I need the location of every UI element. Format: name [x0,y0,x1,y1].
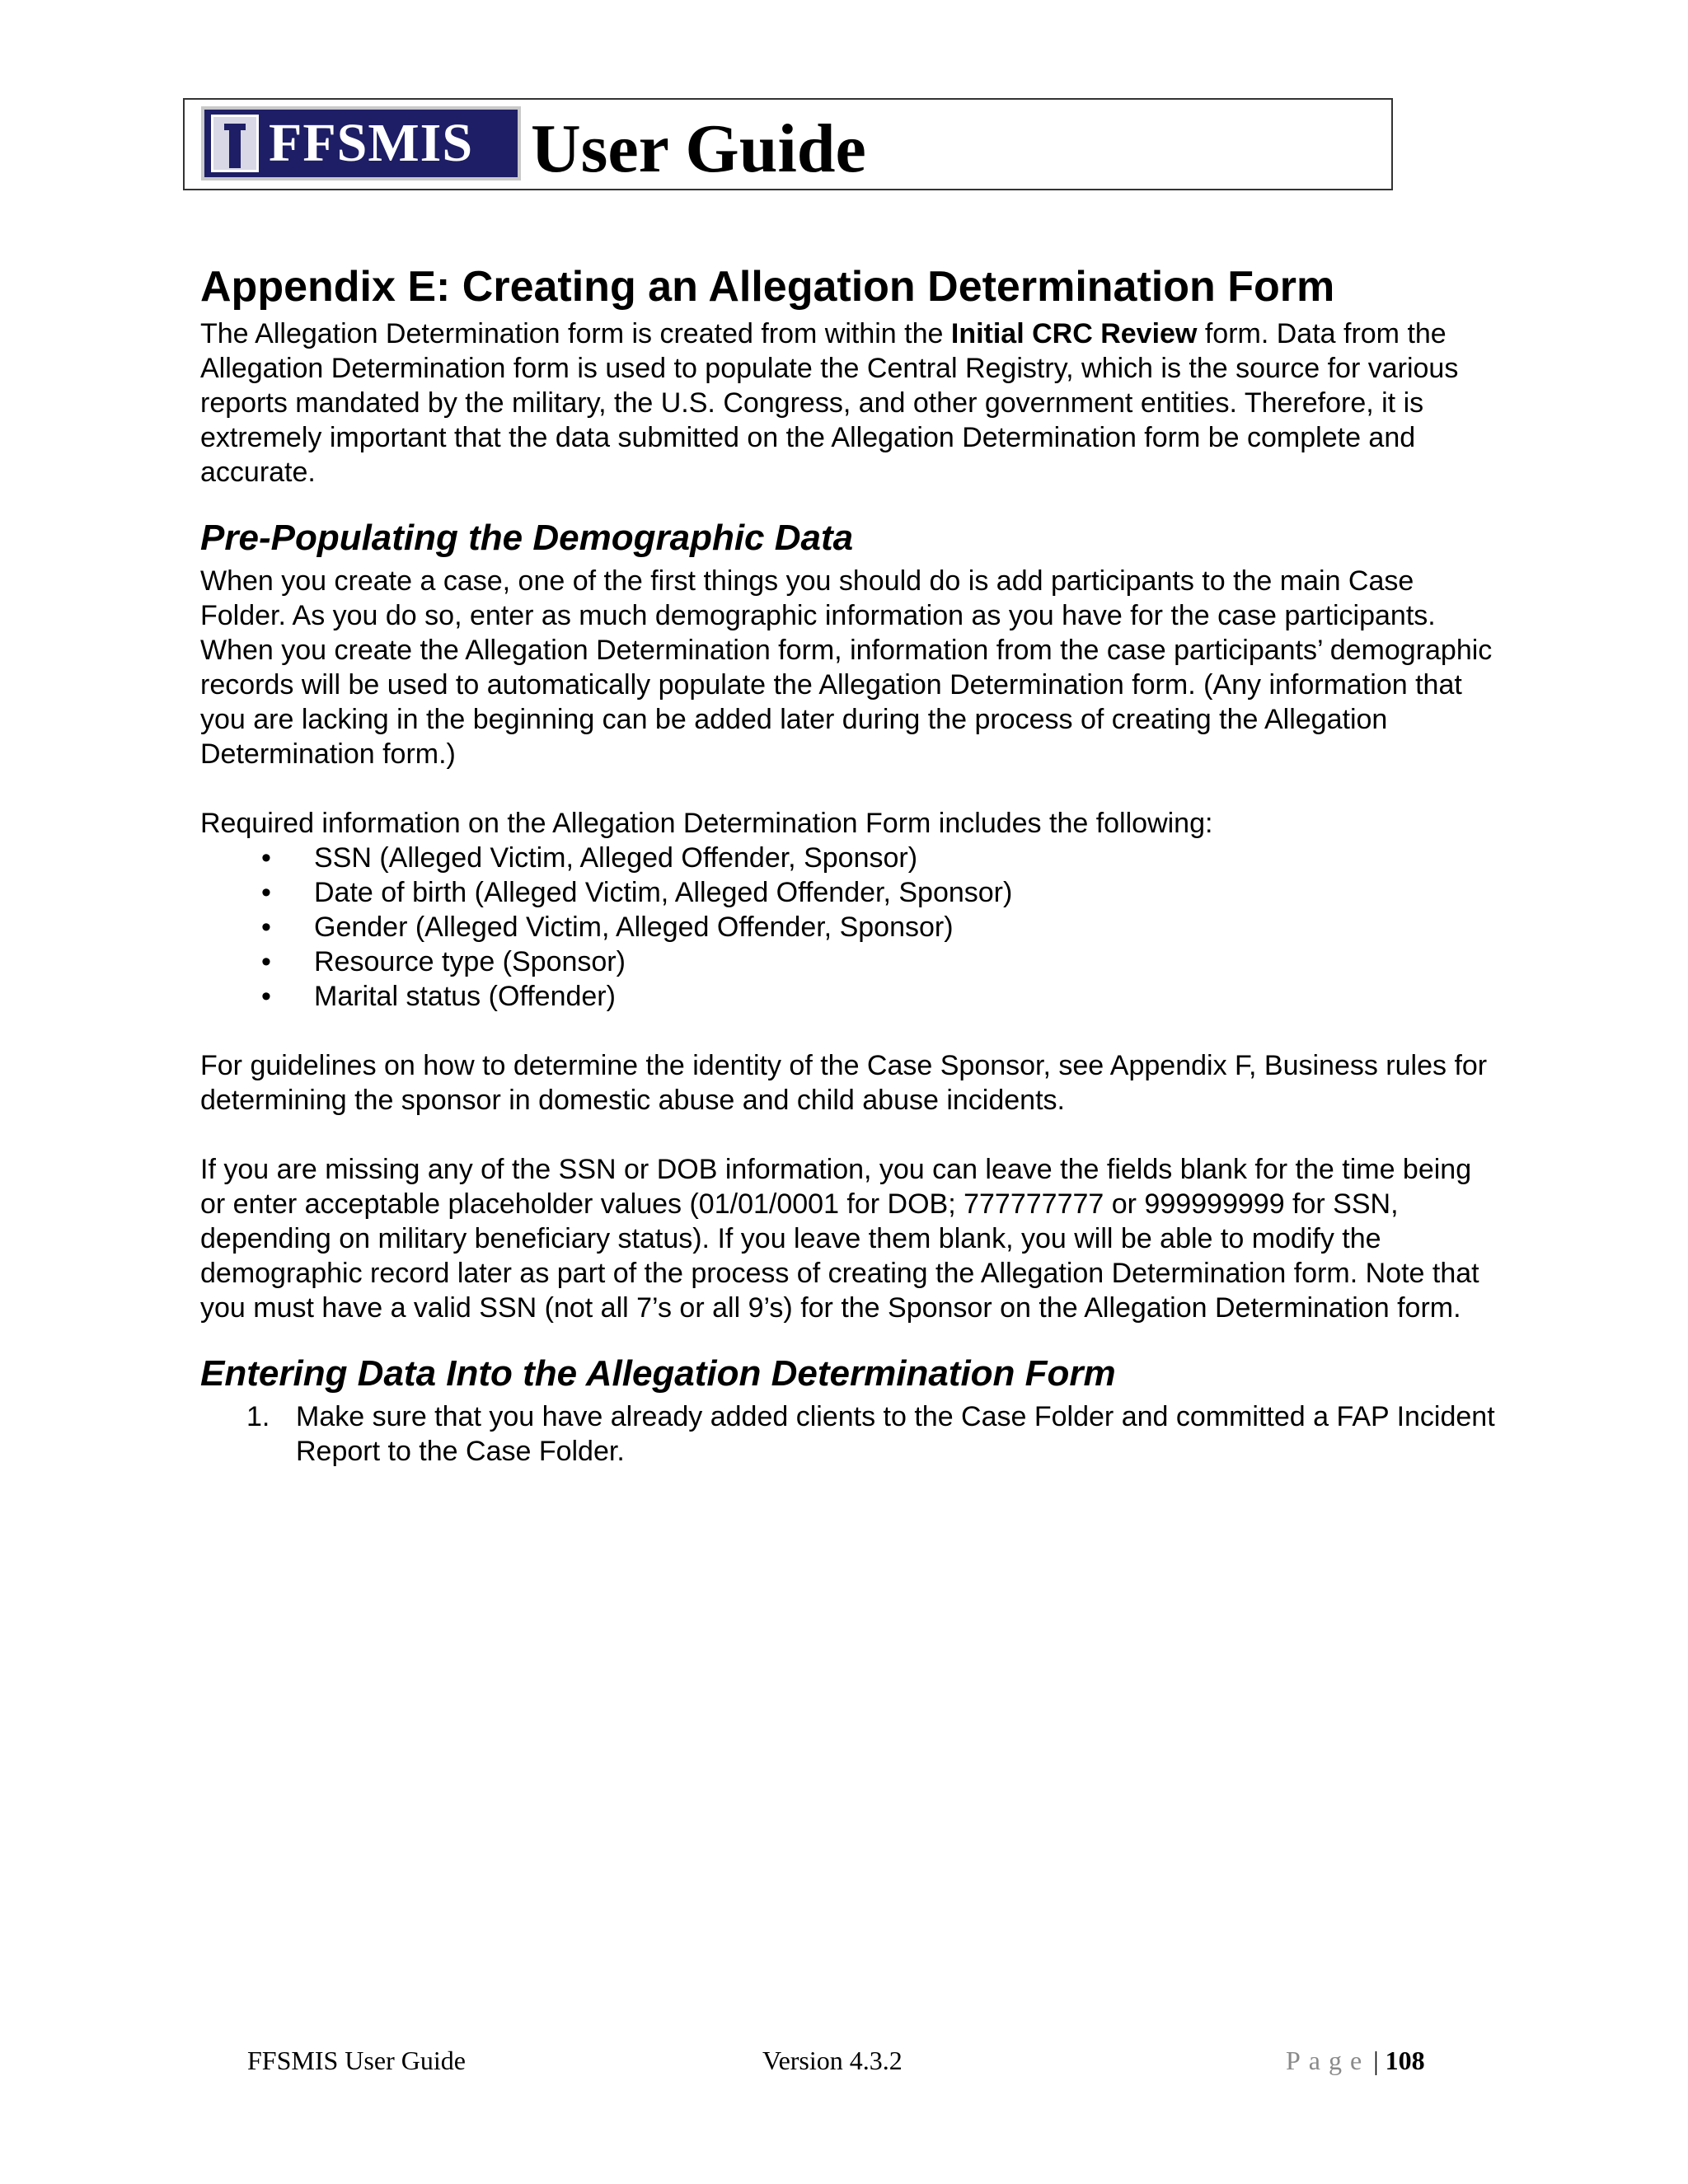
entering-data-heading: Entering Data Into the Allegation Determination Form [200,1353,1116,1394]
page-number: 108 [1385,2046,1425,2075]
guidelines-paragraph: For guidelines on how to determine the identity of the Case Sponsor, see Appendix F, Business rules for determining the sponsor in domestic abuse and child abuse incidents. [200,1050,1488,1116]
prepopulating-heading: Pre-Populating the Demographic Data [200,518,854,558]
pillar-icon [211,115,259,172]
required-info-list [200,841,1503,1014]
initial-crc-review-term: Initial CRC Review [950,318,1198,349]
document-header [183,98,1393,190]
list-item: • Marital status (Offender) [261,981,616,1012]
bullet-icon: • [261,877,271,908]
missing-info-paragraph: If you are missing any of the SSN or DOB information, you can leave the fields blank for the time being or enter acceptable placeholder values (01/01/0001 for DOB; 777777777 or 999999999 for SSN, depending on military beneficiary status). If you leave them blank, you will be able to modify the demographic record later as part of the process of creating the Allegation Determination form. Note that you must have a valid SSN (not all 7’s or all 9’s) for the Sponsor on the Allegation Determination form. [200,1154,1479,1324]
page-content [200,257,1503,1469]
header-title: User Guide [531,110,866,187]
appendix-intro: The Allegation Determination form is created from within the Initial CRC Review form. Data from the Allegation Determination form is used to populate the Central Registry, which is the source for various reports mandated by the military, the U.S. Congress, and other government entities. Therefore, it is extremely important that the data submitted on the Allegation Determination form be complete and accurate. [200,318,1459,488]
bullet-icon: • [261,946,271,977]
required-info-intro: Required information on the Allegation Determination Form includes the following: [200,808,1213,839]
page-footer [0,2042,1688,2079]
list-item: • SSN (Alleged Victim, Alleged Offender, Sponsor) [261,842,918,874]
ffsmis-logo [201,106,521,180]
page-separator: | [1373,2046,1379,2075]
list-item [246,1399,1503,1469]
appendix-heading: Appendix E: Creating an Allegation Determination Form [200,263,1335,311]
logo-text: FFSMIS [269,113,474,173]
step-text: Make sure that you have already added clients to the Case Folder and committed a FAP Incident Report to the Case Folder. [296,1401,1495,1467]
footer-doc-name: FFSMIS User Guide [247,2046,466,2075]
list-item: • Gender (Alleged Victim, Alleged Offender, Sponsor) [261,912,954,943]
list-item: • Date of birth (Alleged Victim, Alleged Offender, Sponsor) [261,877,1013,908]
list-item: • Resource type (Sponsor) [261,946,626,977]
bullet-icon: • [261,912,271,943]
step-number: 1. [246,1401,270,1432]
footer-version: Version 4.3.2 [762,2046,903,2075]
bullet-icon: • [261,842,271,874]
footer-page-indicator [1286,2042,1425,2079]
prepopulating-paragraph: When you create a case, one of the first things you should do is add participants to the main Case Folder. As you do so, enter as much demographic information as you have for the case participants. When you create the Allegation Determination form, information from the case participants’ demographic records will be used to automatically populate the Allegation Determination form. (Any information that you are lacking in the beginning can be added later during the process of creating the Allegation Determination form.) [200,565,1493,770]
page-label: Page [1286,2046,1371,2075]
bullet-icon: • [261,981,271,1012]
steps-list [200,1399,1503,1469]
